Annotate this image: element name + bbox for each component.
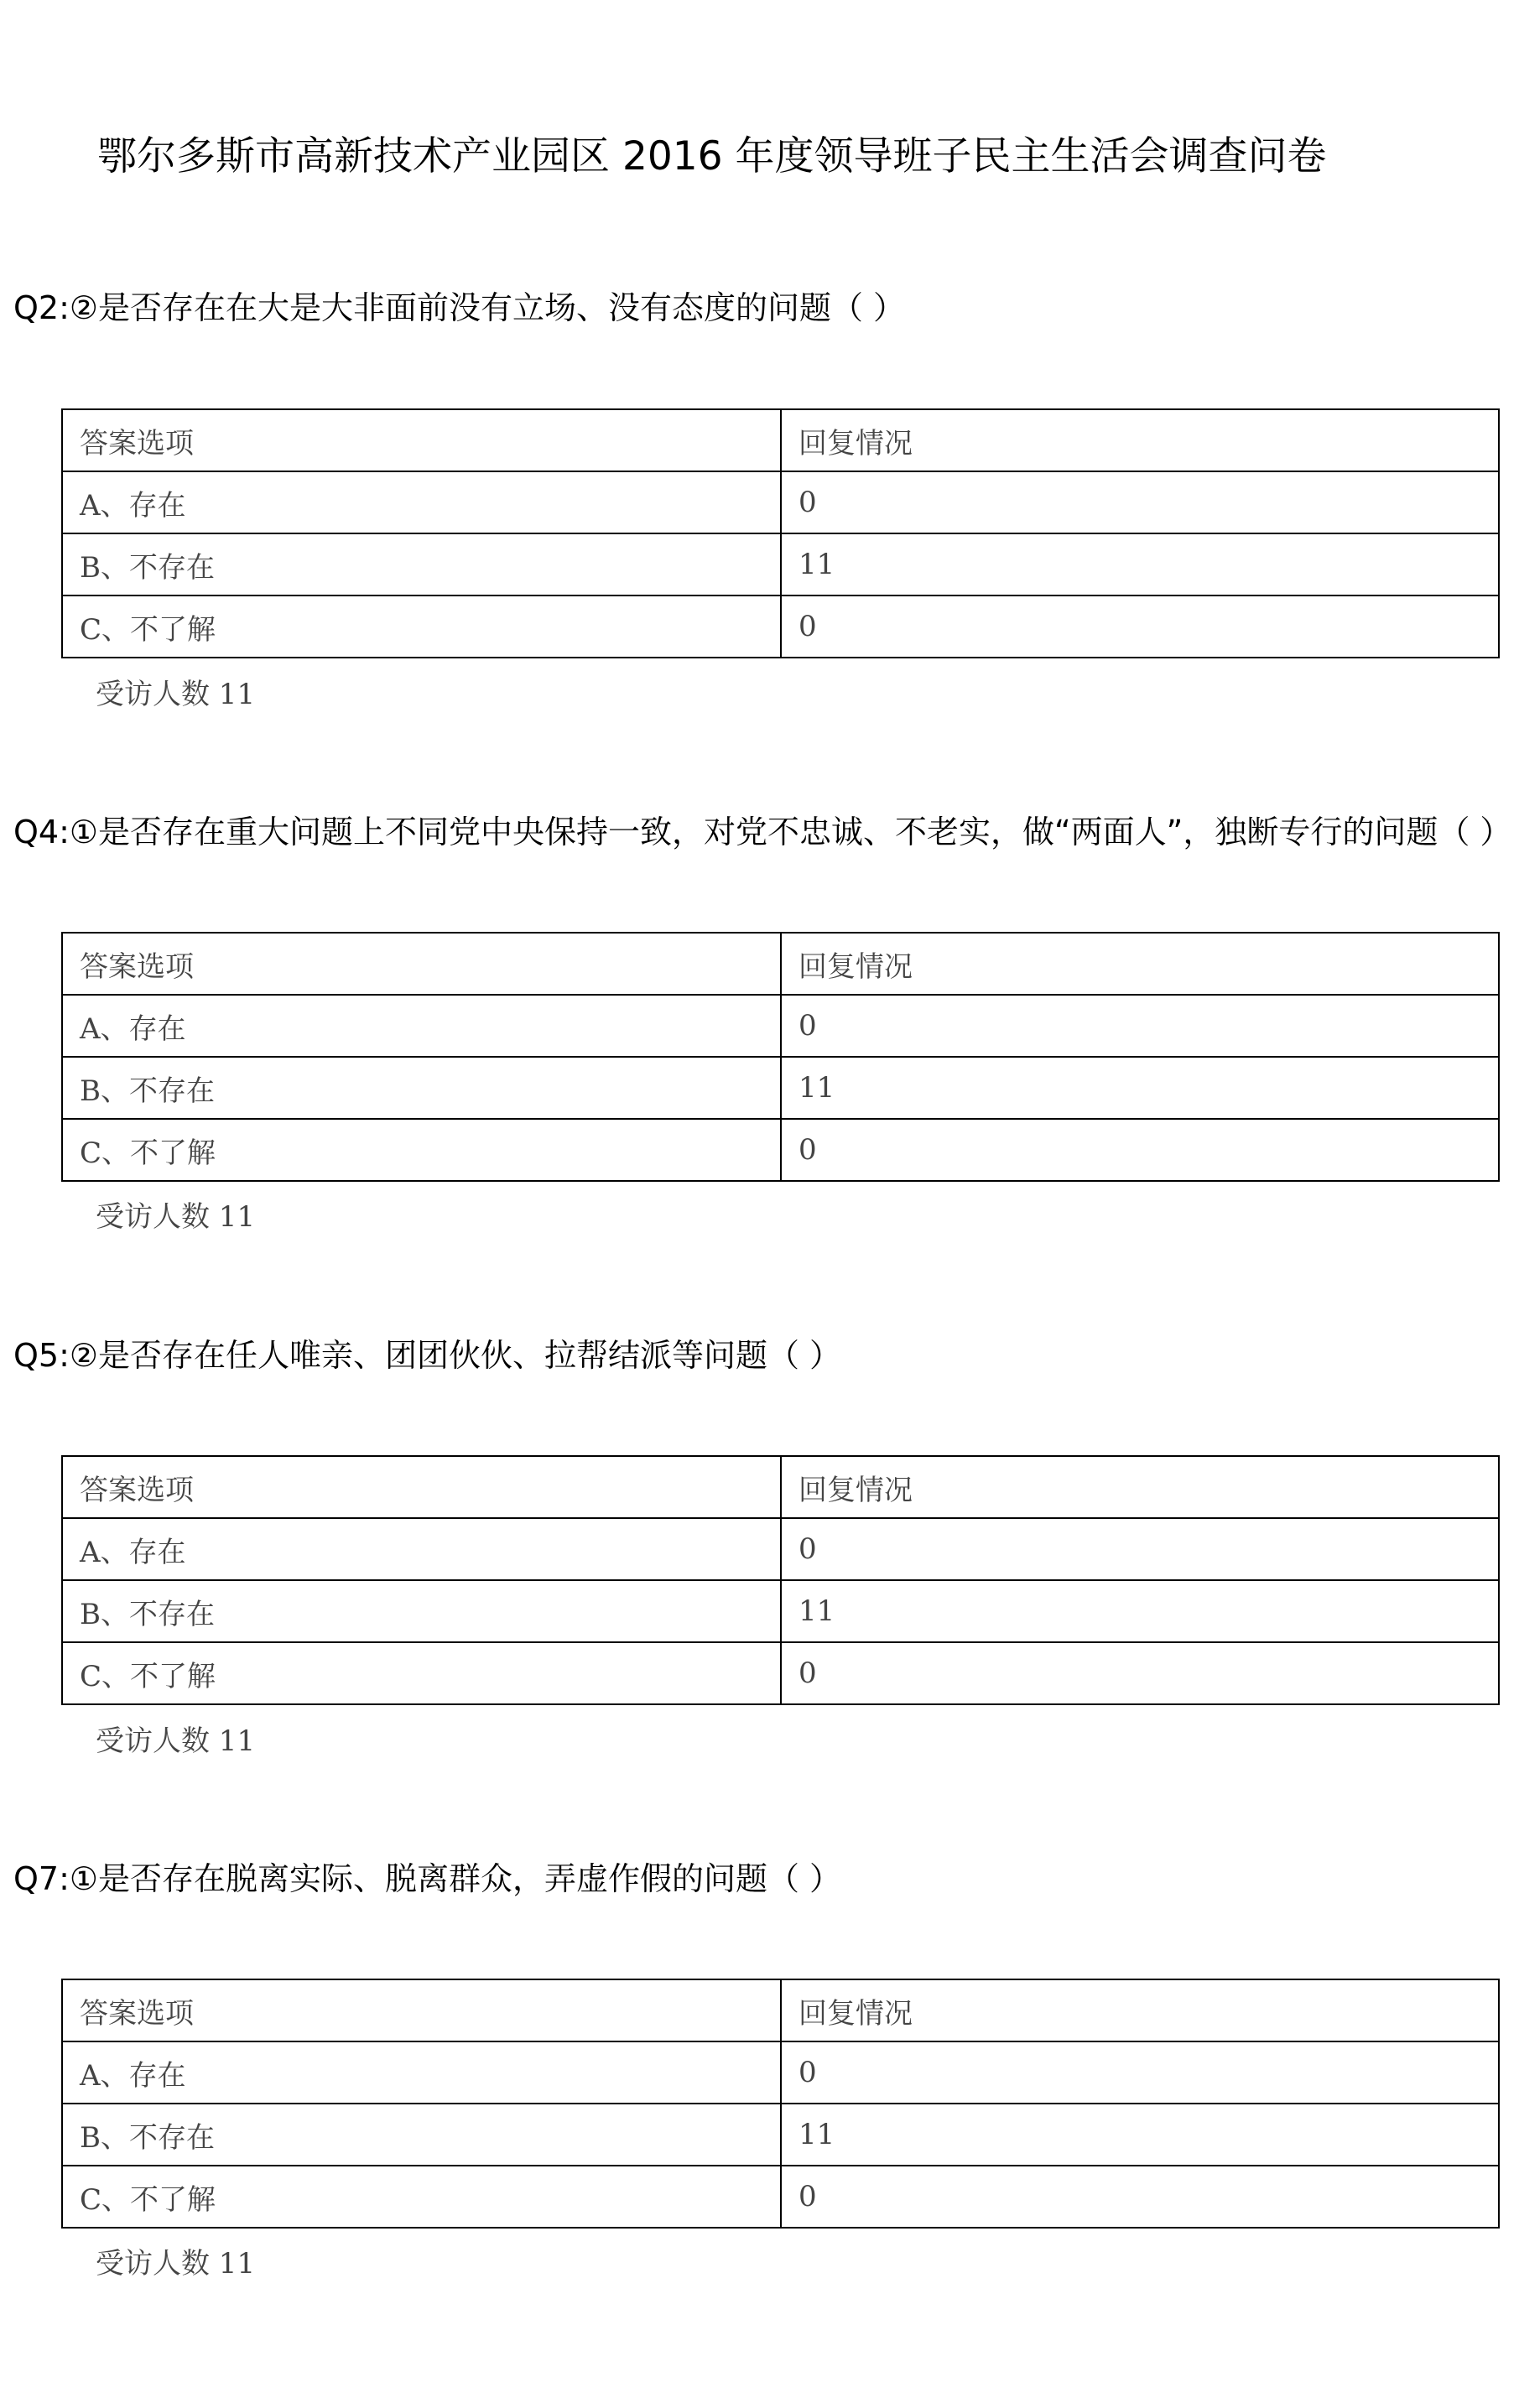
header-answer-option: 答案选项 bbox=[62, 409, 781, 471]
reply-cell: 0 bbox=[781, 2166, 1499, 2228]
option-cell: C、不了解 bbox=[62, 2166, 781, 2228]
table-header-row bbox=[62, 1979, 1499, 2041]
option-cell: B、不存在 bbox=[62, 2104, 781, 2166]
reply-cell: 0 bbox=[781, 1642, 1499, 1704]
table-header-row bbox=[62, 933, 1499, 995]
reply-cell: 0 bbox=[781, 595, 1499, 658]
option-cell: A、存在 bbox=[62, 471, 781, 533]
table-row bbox=[62, 533, 1499, 595]
option-cell: B、不存在 bbox=[62, 1057, 781, 1119]
option-cell: B、不存在 bbox=[62, 533, 781, 595]
option-cell: A、存在 bbox=[62, 1518, 781, 1580]
respondent-count-q5: 受访人数 11 bbox=[96, 1724, 256, 1758]
answer-table-q2 bbox=[61, 408, 1500, 658]
respondent-count-q4: 受访人数 11 bbox=[96, 1200, 256, 1234]
table-row bbox=[62, 1057, 1499, 1119]
answer-table-q4 bbox=[61, 932, 1500, 1182]
table-row bbox=[62, 471, 1499, 533]
option-cell: A、存在 bbox=[62, 2041, 781, 2104]
reply-cell: 0 bbox=[781, 1518, 1499, 1580]
question-q4: Q4:①是否存在重大问题上不同党中央保持一致，对党不忠诚、不老实，做“两面人”，独断专行的问题（ ） bbox=[13, 814, 1512, 850]
table-row bbox=[62, 1119, 1499, 1181]
reply-cell: 0 bbox=[781, 1119, 1499, 1181]
table-row bbox=[62, 1518, 1499, 1580]
table-row bbox=[62, 1642, 1499, 1704]
option-cell: C、不了解 bbox=[62, 1119, 781, 1181]
table-row bbox=[62, 2104, 1499, 2166]
reply-cell: 0 bbox=[781, 471, 1499, 533]
header-reply-status: 回复情况 bbox=[781, 409, 1499, 471]
option-cell: B、不存在 bbox=[62, 1580, 781, 1642]
reply-cell: 11 bbox=[781, 533, 1499, 595]
reply-cell: 0 bbox=[781, 995, 1499, 1057]
reply-cell: 11 bbox=[781, 1580, 1499, 1642]
header-answer-option: 答案选项 bbox=[62, 1979, 781, 2041]
header-answer-option: 答案选项 bbox=[62, 933, 781, 995]
answer-table-q7 bbox=[61, 1979, 1500, 2229]
table-row bbox=[62, 995, 1499, 1057]
document-title: 鄂尔多斯市高新技术产业园区 2016 年度领导班子民主生活会调查问卷 bbox=[97, 133, 1327, 179]
header-reply-status: 回复情况 bbox=[781, 933, 1499, 995]
table-row bbox=[62, 595, 1499, 658]
reply-cell: 0 bbox=[781, 2041, 1499, 2104]
respondent-count-q7: 受访人数 11 bbox=[96, 2247, 256, 2281]
option-cell: A、存在 bbox=[62, 995, 781, 1057]
question-q7: Q7:①是否存在脱离实际、脱离群众，弄虚作假的问题（ ） bbox=[13, 1860, 842, 1897]
question-q5: Q5:②是否存在任人唯亲、团团伙伙、拉帮结派等问题（ ） bbox=[13, 1337, 842, 1374]
table-row bbox=[62, 2041, 1499, 2104]
header-answer-option: 答案选项 bbox=[62, 1456, 781, 1518]
reply-cell: 11 bbox=[781, 2104, 1499, 2166]
header-reply-status: 回复情况 bbox=[781, 1979, 1499, 2041]
table-header-row bbox=[62, 1456, 1499, 1518]
table-row bbox=[62, 1580, 1499, 1642]
table-row bbox=[62, 2166, 1499, 2228]
reply-cell: 11 bbox=[781, 1057, 1499, 1119]
option-cell: C、不了解 bbox=[62, 595, 781, 658]
question-q2: Q2:②是否存在在大是大非面前没有立场、没有态度的问题（ ） bbox=[13, 289, 906, 326]
respondent-count-q2: 受访人数 11 bbox=[96, 678, 256, 711]
header-reply-status: 回复情况 bbox=[781, 1456, 1499, 1518]
answer-table-q5 bbox=[61, 1455, 1500, 1705]
option-cell: C、不了解 bbox=[62, 1642, 781, 1704]
table-header-row bbox=[62, 409, 1499, 471]
